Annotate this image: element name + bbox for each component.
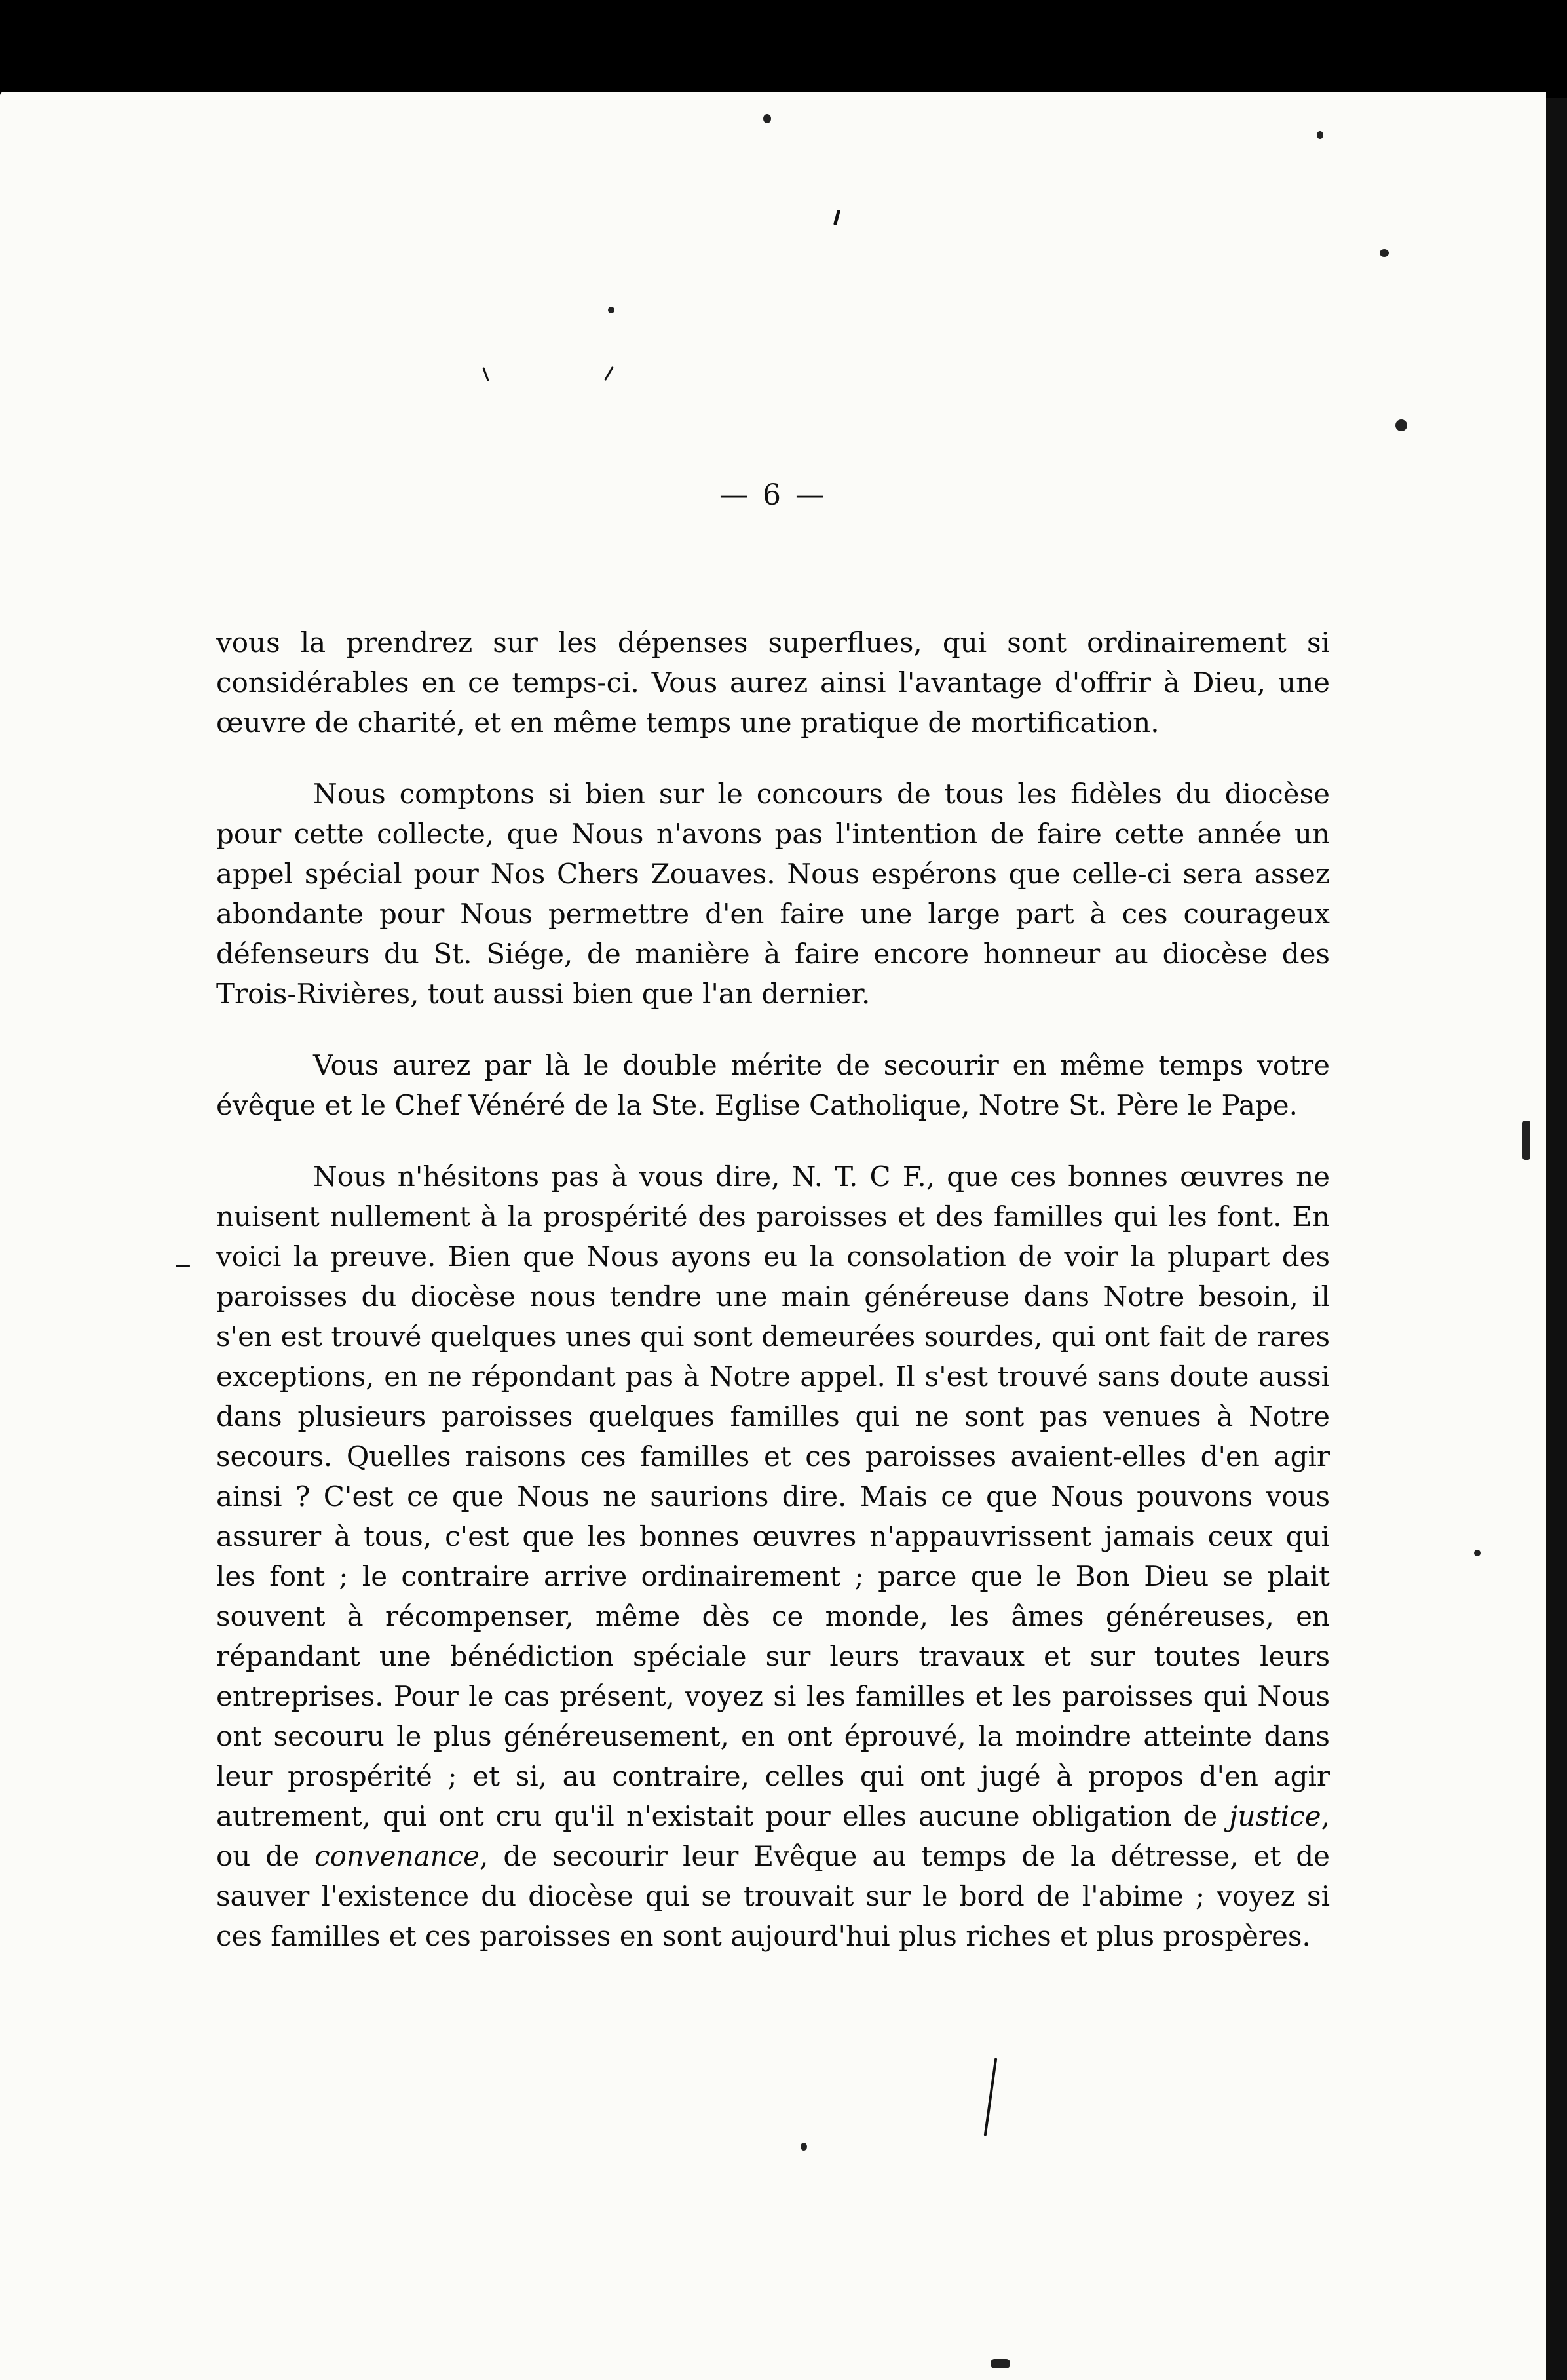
scan-speck: [833, 210, 840, 225]
scan-speck: [801, 2143, 807, 2151]
scan-speck: [1380, 249, 1389, 257]
paragraph: [216, 1157, 1330, 1956]
scan-speck: [763, 114, 771, 123]
document-page: [0, 92, 1546, 2380]
scan-speck: [604, 366, 614, 381]
scan-speck: [1474, 1550, 1481, 1556]
scan-speck: [176, 1265, 190, 1267]
paragraph: Nous comptons si bien sur le concours de tous les fidèles du diocèse pour cette collecte, que Nous n'avons pas l'intention de faire cette année un appel spécial pour Nos Chers Zouaves. Nous espérons que celle-ci sera assez abondante pour Nous permettre d'en faire une large part à ces courageux défenseurs du St. Siége, de manière à faire encore honneur au diocèse des Trois-Rivières, tout aussi bien que l'an dernier.: [216, 778, 1330, 1010]
paragraph: Vous aurez par là le double mérite de secourir en même temps votre évêque et le Chef Vénéré de la Ste. Eglise Catholique, Notre St. Père le Pape.: [216, 1049, 1330, 1121]
scan-right-border: [1546, 98, 1567, 2380]
paragraph-text: , ou de: [216, 1800, 1330, 1872]
scan-speck: [1395, 419, 1407, 431]
italic-word: justice: [1229, 1800, 1321, 1832]
scan-speck: [984, 2058, 998, 2136]
scan-speck: [1317, 131, 1323, 139]
scan-speck: [991, 2359, 1010, 2368]
paragraph: vous la prendrez sur les dépenses superflues, qui sont ordinairement si considérables en ce temps-ci. Vous aurez ainsi l'avantage d'offrir à Dieu, une œuvre de charité, et en même temps une pratique de mortification.: [216, 626, 1330, 739]
italic-word: convenance: [314, 1840, 480, 1872]
paragraph-text: , de secourir leur Evêque au temps de la détresse, et de sauver l'existence du diocèse qui se trouvait sur le bord de l'abime ; voyez si ces familles et ces paroisses en sont aujourd'hui plus riches et plus prospères.: [216, 1840, 1330, 1952]
scan-speck: [608, 307, 614, 313]
paragraph-text: Nous n'hésitons pas à vous dire, N. T. C F., que ces bonnes œuvres ne nuisent nullement à la prospérité des paroisses et des familles qui les font. En voici la preuve. Bien que Nous ayons eu la consolation de voir la plupart des paroisses du diocèse nous tendre une main généreuse dans Notre besoin, il s'en est trouvé quelques unes qui sont demeurées sourdes, qui ont fait de rares exceptions, en ne répondant pas à Notre appel. Il s'est trouvé sans doute aussi dans plusieurs paroisses quelques familles qui ne sont pas venues à Notre secours. Quelles raisons ces familles et ces paroisses avaient-elles d'en agir ainsi ? C'est ce que Nous ne saurions dire. Mais ce que Nous pouvons vous assurer à tous, c'est que les bonnes œuvres n'appauvrissent jamais ceux qui les font ; le contraire arrive ordinairement ; parce que le Bon Dieu se plait souvent à récompenser, même dès ce monde, les âmes généreuses, en répandant une bénédiction spéciale sur leurs travaux et sur toutes leurs entreprises. Pour le cas présent, voyez si les familles et les paroisses qui Nous ont secouru le plus généreusement, en ont éprouvé, la moindre atteinte dans leur prospérité ; et si, au contraire, celles qui ont jugé à propos d'en agir autrement, qui ont cru qu'il n'existait pour elles aucune obligation de: [216, 1161, 1330, 1832]
scan-speck: [1522, 1121, 1530, 1160]
body-text: [216, 623, 1330, 1987]
scan-top-border: [0, 0, 1567, 98]
scan-speck: [482, 367, 489, 381]
page-number: — 6 —: [719, 478, 827, 512]
